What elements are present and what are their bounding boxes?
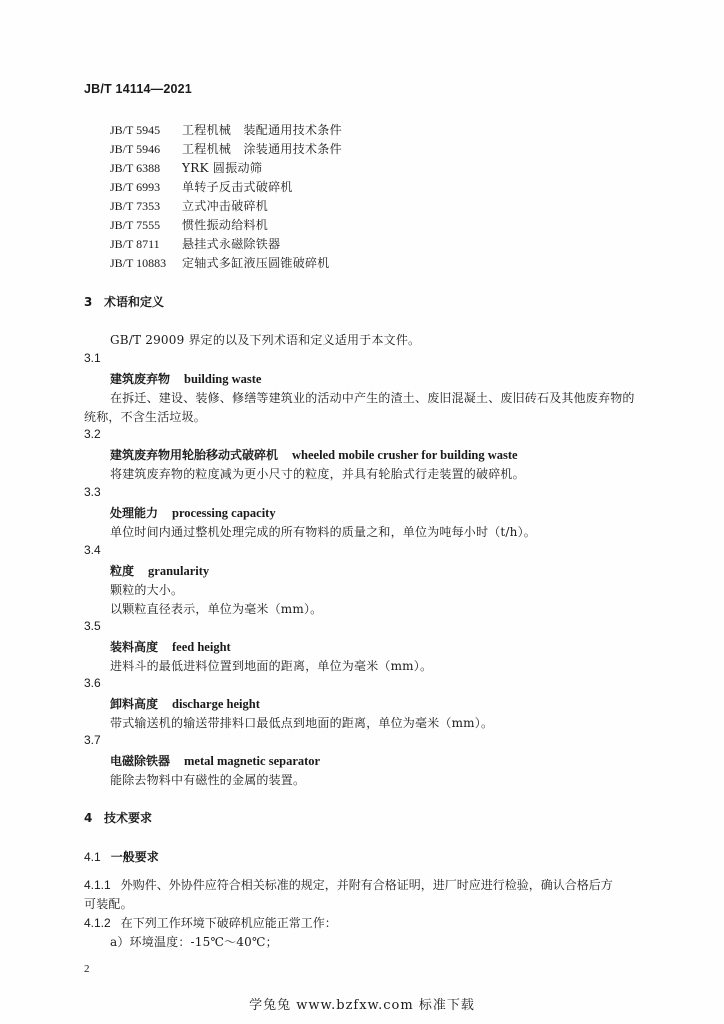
reference-code: JB/T 8711 [110, 237, 160, 251]
reference-title: 工程机械 装配通用技术条件 [182, 123, 342, 137]
term-definition: 带式输送机的输送带排料口最低点到地面的距离，单位为毫米（mm）。 [110, 716, 494, 730]
reference-item [110, 121, 342, 138]
reference-title: 定轴式多缸液压圆锥破碎机 [182, 256, 330, 270]
reference-code: JB/T 6388 [110, 161, 161, 175]
term-heading [110, 562, 209, 579]
term-definition: 进料斗的最低进料位置到地面的距离，单位为毫米（mm）。 [110, 659, 433, 673]
section-title: 术语和定义 [104, 295, 165, 309]
term-definition: 将建筑废弃物的粒度减为更小尺寸的粒度，并具有轮胎式行走装置的破碎机。 [110, 467, 525, 481]
term-number: 3.5 [84, 619, 101, 633]
term-number: 3.7 [84, 733, 101, 747]
term-english: wheeled mobile crusher for building waste [292, 448, 518, 462]
term-english: processing capacity [172, 506, 276, 520]
term-number: 3.3 [84, 485, 101, 499]
term-definition: 统称，不含生活垃圾。 [84, 410, 207, 424]
reference-item [110, 235, 280, 252]
clause-4-1-2 [84, 914, 337, 931]
section-heading [84, 809, 152, 826]
reference-item [110, 197, 268, 214]
clause-text-continued: 可装配。 [84, 897, 133, 911]
term-chinese: 粒度 [110, 564, 135, 578]
clause-number: 4.1.1 [84, 878, 111, 892]
term-definition: 单位时间内通过整机处理完成的所有物料的质量之和，单位为吨每小时（t/h）。 [110, 525, 536, 539]
reference-item [110, 140, 342, 157]
term-chinese: 建筑废弃物 [110, 372, 171, 386]
list-item-a: a）环境温度：-15℃～40℃； [110, 935, 278, 949]
term-definition: 以颗粒直径表示，单位为毫米（mm）。 [110, 602, 323, 616]
subsection-title: 一般要求 [110, 850, 159, 864]
term-heading [110, 504, 276, 521]
term-chinese: 装料高度 [110, 640, 159, 654]
reference-title: 惯性振动给料机 [182, 218, 269, 232]
reference-code: JB/T 10883 [110, 256, 167, 270]
clause-text: 在下列工作环境下破碎机应能正常工作： [120, 916, 337, 930]
term-english: granularity [148, 564, 210, 578]
reference-item [110, 254, 330, 271]
term-english: discharge height [172, 697, 260, 711]
reference-item [110, 178, 293, 195]
reference-title: 工程机械 涂装通用技术条件 [182, 142, 342, 156]
term-number: 3.4 [84, 543, 101, 557]
clause-text: 外购件、外协件应符合相关标准的规定，并附有合格证明，进厂时应进行检验，确认合格后方 [120, 878, 613, 892]
term-heading [110, 695, 260, 712]
term-definition: 在拆迁、建设、装修、修缮等建筑业的活动中产生的渣土、废旧混凝土、废旧砖石及其他废弃物的 [110, 391, 635, 405]
section-title: 技术要求 [104, 811, 153, 825]
reference-item [110, 216, 268, 233]
reference-code: JB/T 7555 [110, 218, 161, 232]
reference-item [110, 159, 262, 176]
clause-4-1-1 [84, 876, 613, 893]
footer-watermark: 学兔兔 www.bzfxw.com 标准下载 [249, 998, 475, 1013]
reference-title: YRK 圆振动筛 [182, 161, 263, 175]
term-chinese: 电磁除铁器 [110, 754, 171, 768]
term-heading [110, 370, 261, 387]
subsection-heading [84, 848, 159, 865]
reference-title: 悬挂式永磁除铁器 [182, 237, 281, 251]
term-definition: 颗粒的大小。 [110, 583, 184, 597]
reference-code: JB/T 6993 [110, 180, 161, 194]
term-english: feed height [172, 640, 231, 654]
reference-code: JB/T 7353 [110, 199, 161, 213]
header-standard-code: JB/T 14114—2021 [84, 82, 192, 96]
section-number: 3 [84, 295, 93, 309]
reference-code: JB/T 5946 [110, 142, 161, 156]
reference-title: 单转子反击式破碎机 [182, 180, 293, 194]
term-chinese: 处理能力 [110, 506, 159, 520]
term-number: 3.2 [84, 427, 101, 441]
term-heading [110, 638, 231, 655]
clause-number: 4.1.2 [84, 916, 111, 930]
section-intro: GB/T 29009 界定的以及下列术语和定义适用于本文件。 [110, 333, 421, 347]
reference-code: JB/T 5945 [110, 123, 161, 137]
term-heading [110, 446, 518, 463]
reference-title: 立式冲击破碎机 [182, 199, 269, 213]
term-chinese: 卸料高度 [110, 697, 159, 711]
term-chinese: 建筑废弃物用轮胎移动式破碎机 [110, 448, 279, 462]
page-number: 2 [84, 963, 90, 975]
term-number: 3.1 [84, 351, 101, 365]
term-english: metal magnetic separator [184, 754, 321, 768]
term-english: building waste [184, 372, 262, 386]
term-heading [110, 752, 320, 769]
subsection-number: 4.1 [84, 850, 101, 864]
term-definition: 能除去物料中有磁性的金属的装置。 [110, 773, 306, 787]
section-number: 4 [84, 811, 93, 825]
term-number: 3.6 [84, 676, 101, 690]
section-heading [84, 293, 164, 310]
